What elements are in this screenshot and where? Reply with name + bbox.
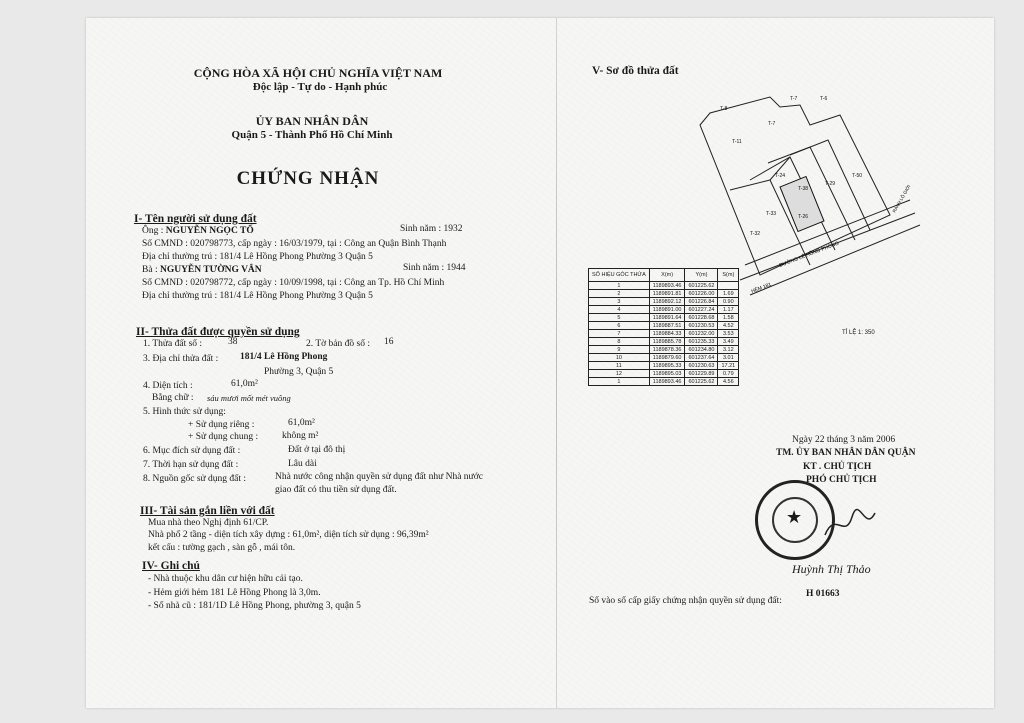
owner2-birth: Sinh năm : 1944 bbox=[403, 263, 466, 273]
signer-name: Huỳnh Thị Thảo bbox=[792, 562, 871, 576]
origin-label: 8. Nguồn gốc sử dụng đất : bbox=[143, 474, 247, 484]
common-use-value: không m² bbox=[282, 431, 319, 441]
table-row bbox=[589, 354, 739, 362]
lot-label: T-7 bbox=[790, 96, 798, 102]
owner1-label: Ông bbox=[142, 226, 159, 236]
table-cell: 601227.24 bbox=[685, 306, 718, 314]
signature-mark bbox=[820, 505, 880, 545]
owner1-id: Số CMND : 020798773, cấp ngày : 16/03/1979, tại : Công an Quận Bình Thạnh bbox=[142, 239, 447, 249]
table-cell: 3.49 bbox=[718, 338, 739, 346]
table-row bbox=[589, 330, 739, 338]
table-cell: 4.56 bbox=[718, 378, 739, 386]
area-label: 4. Diện tích : bbox=[143, 381, 193, 391]
note-1: - Nhà thuộc khu dân cư hiện hữu cải tạo. bbox=[148, 574, 303, 584]
asset-line-3: kết cấu : tường gạch , sàn gỗ , mái tôn. bbox=[148, 543, 296, 553]
owner2-id: Số CMND : 020798772, cấp ngày : 10/09/1998, tại : Công an Tp. Hồ Chí Minh bbox=[142, 278, 445, 288]
section-3-heading: III- Tài sản gắn liền với đất bbox=[140, 505, 275, 517]
owner2-line: Bà : NGUYỄN TƯỜNG VÂN bbox=[142, 265, 262, 275]
street-edge bbox=[750, 225, 920, 295]
alley-label: HẺM 181 bbox=[750, 281, 773, 295]
star-icon: ★ bbox=[786, 507, 803, 527]
table-cell: 601226.84 bbox=[685, 298, 718, 306]
table-cell: 1.69 bbox=[718, 290, 739, 298]
registry-label: Số vào sổ cấp giấy chứng nhận quyền sử dụng đất: bbox=[589, 596, 782, 606]
registry-number: H 01663 bbox=[806, 589, 840, 599]
table-cell: 6 bbox=[589, 322, 650, 330]
table-row bbox=[589, 338, 739, 346]
column-header: SỐ HIỆU GÓC THỬA bbox=[589, 269, 650, 282]
page-title: CHỨNG NHẬN bbox=[236, 168, 380, 189]
table-cell: 4 bbox=[589, 306, 650, 314]
table-cell: 601230.53 bbox=[685, 322, 718, 330]
table-cell: 1189892.12 bbox=[649, 298, 685, 306]
table-row bbox=[589, 306, 739, 314]
table-row bbox=[589, 290, 739, 298]
table-cell: 601234.80 bbox=[685, 346, 718, 354]
private-use-label: + Sử dụng riêng : bbox=[188, 420, 255, 430]
table-cell: 1189887.51 bbox=[649, 322, 685, 330]
purpose-label: 6. Mục đích sử dụng đất : bbox=[143, 446, 241, 456]
column-header: X(m) bbox=[649, 269, 685, 282]
lot-label: T-50 bbox=[852, 173, 863, 179]
highlighted-lot bbox=[780, 177, 824, 232]
table-cell: 3.12 bbox=[718, 346, 739, 354]
table-cell: 601225.62 bbox=[685, 378, 718, 386]
table-cell: 601226.00 bbox=[685, 290, 718, 298]
table-cell: 601229.89 bbox=[685, 370, 718, 378]
table-cell: 601225.62 bbox=[685, 282, 718, 290]
table-cell: 4.52 bbox=[718, 322, 739, 330]
column-header: Y(m) bbox=[685, 269, 718, 282]
note-2: - Hẻm giới hẻm 181 Lê Hồng Phong là 3,0m. bbox=[148, 588, 321, 598]
origin-line-2: giao đất có thu tiền sử dụng đất. bbox=[275, 485, 397, 495]
table-cell: 601235.33 bbox=[685, 338, 718, 346]
table-cell: 0.90 bbox=[718, 298, 739, 306]
table-row bbox=[589, 314, 739, 322]
plot-ward: Phường 3, Quận 5 bbox=[264, 367, 334, 377]
table-cell: 1189885.78 bbox=[649, 338, 685, 346]
origin-line-1: Nhà nước công nhận quyền sử dụng đất như Nhà nước bbox=[275, 472, 483, 482]
table-cell: 1189891.81 bbox=[649, 290, 685, 298]
signing-date: Ngày 22 tháng 3 năm 2006 bbox=[792, 435, 896, 445]
table-row bbox=[589, 322, 739, 330]
district-heading: Quận 5 - Thành Phố Hồ Chí Minh bbox=[231, 129, 393, 141]
table-cell: 11 bbox=[589, 362, 650, 370]
area-words-label: Bằng chữ : bbox=[152, 393, 194, 403]
lot-label: T-32 bbox=[750, 231, 761, 237]
lot-label: T-26 bbox=[798, 214, 809, 220]
table-cell: 3 bbox=[589, 298, 650, 306]
asset-line-1: Mua nhà theo Nghị định 61/CP. bbox=[148, 518, 269, 528]
table-cell: 601232.00 bbox=[685, 330, 718, 338]
lot-label: T-24 bbox=[775, 173, 786, 179]
area-words: sáu mươi mốt mét vuông bbox=[207, 393, 291, 403]
table-cell: 1189895.33 bbox=[649, 362, 685, 370]
map-label: 2. Tờ bản đồ số : bbox=[306, 339, 370, 349]
seal-emblem bbox=[772, 497, 818, 543]
table-cell: 10 bbox=[589, 354, 650, 362]
table-cell: 1 bbox=[589, 282, 650, 290]
plot-number: 38 bbox=[228, 337, 238, 347]
map-number: 16 bbox=[384, 337, 394, 347]
purpose-value: Đất ở tại đô thị bbox=[288, 445, 346, 455]
table-cell: 9 bbox=[589, 346, 650, 354]
map-scale: TỈ LỆ 1: 350 bbox=[842, 330, 875, 336]
table-row bbox=[589, 282, 739, 290]
section-2-heading: II- Thửa đất được quyền sử dụng bbox=[136, 326, 300, 338]
table-header-row bbox=[589, 269, 739, 282]
lot-label: T-6 bbox=[820, 96, 828, 102]
owner1-name: NGUYỄN NGỌC TỐ bbox=[165, 226, 254, 236]
section-5-heading: V- Sơ đồ thửa đất bbox=[592, 65, 679, 77]
table-cell: 1189878.36 bbox=[649, 346, 685, 354]
table-cell: 1.58 bbox=[718, 314, 739, 322]
note-3: - Số nhà cũ : 181/1D Lê Hồng Phong, phường 3, quận 5 bbox=[148, 601, 361, 611]
table-cell: 1189895.03 bbox=[649, 370, 685, 378]
motto: Độc lập - Tự do - Hạnh phúc bbox=[252, 81, 388, 93]
table-cell: 7 bbox=[589, 330, 650, 338]
signing-role-1: KT . CHỦ TỊCH bbox=[803, 462, 872, 472]
owner1-address: Địa chỉ thường trú : 181/4 Lê Hồng Phong Phường 3 Quận 5 bbox=[142, 252, 373, 262]
owner1-line: Ông : NGUYỄN NGỌC TỐ bbox=[142, 226, 254, 236]
term-value: Lâu dài bbox=[288, 459, 317, 469]
table-cell: 1189893.46 bbox=[649, 378, 685, 386]
table-cell: 1189891.00 bbox=[649, 306, 685, 314]
street-edge bbox=[745, 200, 910, 265]
committee-heading: ỦY BAN NHÂN DÂN bbox=[255, 114, 369, 128]
section-4-heading: IV- Ghi chú bbox=[142, 560, 200, 572]
table-cell: 601230.63 bbox=[685, 362, 718, 370]
page-fold bbox=[556, 18, 557, 708]
lot-label: T-8 bbox=[720, 106, 728, 112]
table-cell: 0.79 bbox=[718, 370, 739, 378]
plot-label: 1. Thửa đất số : bbox=[143, 339, 203, 349]
term-label: 7. Thời hạn sử dụng đất : bbox=[143, 460, 239, 470]
address-label: 3. Địa chỉ thửa đất : bbox=[143, 354, 219, 364]
table-cell: 8 bbox=[589, 338, 650, 346]
owner2-label: Bà bbox=[142, 265, 153, 275]
boundary-label: RANH LÔ GIỚI bbox=[891, 184, 912, 214]
republic-heading: CỘNG HÒA XÃ HỘI CHỦ NGHĨA VIỆT NAM bbox=[193, 66, 443, 80]
table-cell: 1189879.60 bbox=[649, 354, 685, 362]
usage-form-label: 5. Hình thức sử dụng: bbox=[143, 407, 226, 417]
lot-label: T-29 bbox=[825, 181, 836, 187]
table-cell: 17.21 bbox=[718, 362, 739, 370]
signing-role-2: PHÓ CHỦ TỊCH bbox=[806, 475, 877, 485]
lot-label: T-33 bbox=[766, 211, 777, 217]
table-cell: 3.01 bbox=[718, 354, 739, 362]
table-cell: 1189893.46 bbox=[649, 282, 685, 290]
lot-label: T-11 bbox=[732, 139, 742, 145]
table-cell: 601237.64 bbox=[685, 354, 718, 362]
asset-line-2: Nhà phố 2 tầng - diện tích xây dựng : 61,0m², diện tích sử dụng : 96,39m² bbox=[148, 530, 429, 540]
table-cell: 1.17 bbox=[718, 306, 739, 314]
area-value: 61,0m² bbox=[231, 379, 258, 389]
table-cell: 2 bbox=[589, 290, 650, 298]
common-use-label: + Sử dụng chung : bbox=[188, 432, 259, 442]
table-row bbox=[589, 370, 739, 378]
column-header: S(m) bbox=[718, 269, 739, 282]
table-cell: 1189891.64 bbox=[649, 314, 685, 322]
table-cell: 5 bbox=[589, 314, 650, 322]
table-cell: 3.53 bbox=[718, 330, 739, 338]
table-cell: 1 bbox=[589, 378, 650, 386]
signing-org: TM. ỦY BAN NHÂN DÂN QUẬN bbox=[776, 448, 916, 458]
table-cell: 12 bbox=[589, 370, 650, 378]
owner2-name: NGUYỄN TƯỜNG VÂN bbox=[159, 265, 262, 275]
table-cell: 601228.68 bbox=[685, 314, 718, 322]
owner1-birth: Sinh năm : 1932 bbox=[400, 224, 463, 234]
table-row bbox=[589, 362, 739, 370]
coordinates-table bbox=[588, 268, 739, 386]
table-row bbox=[589, 346, 739, 354]
owner2-address: Địa chỉ thường trú : 181/4 Lê Hồng Phong Phường 3 Quận 5 bbox=[142, 291, 373, 301]
lot-label: T-38 bbox=[798, 186, 809, 192]
table-cell bbox=[718, 282, 739, 290]
plot-address: 181/4 Lê Hồng Phong bbox=[240, 352, 328, 362]
street-label: ĐƯỜNG LÊ HỒNG PHONG bbox=[778, 240, 840, 269]
table-cell: 1189884.33 bbox=[649, 330, 685, 338]
table-row bbox=[589, 298, 739, 306]
lot-label: T-7 bbox=[768, 121, 776, 127]
table-row bbox=[589, 378, 739, 386]
section-1-heading: I- Tên người sử dụng đất bbox=[134, 213, 257, 225]
private-use-value: 61,0m² bbox=[288, 418, 315, 428]
